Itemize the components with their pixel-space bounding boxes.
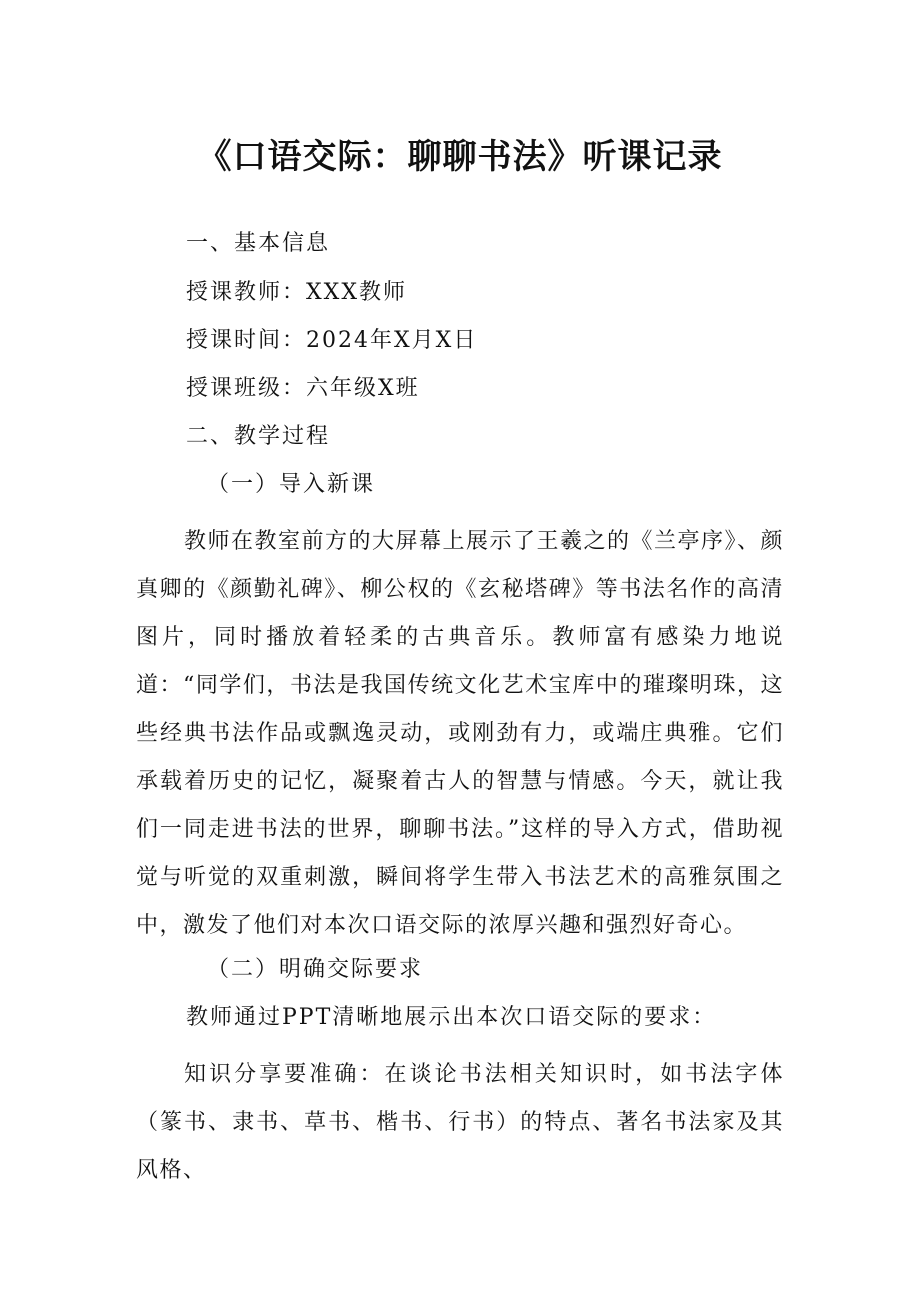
section-heading-basic-info: 一、基本信息 <box>186 231 331 256</box>
time-line: 授课时间：2024年X月X日 <box>186 328 478 353</box>
intro-paragraph: 教师在教室前方的大屏幕上展示了王羲之的《兰亭序》、颜真卿的《颜勤礼碑》、柳公权的《玄秘塔碑》等书法名作的高清图片，同时播放着轻柔的古典音乐。教师富有感染力地说道：“同学们，书法是我国传统文化艺术宝库中的璀璨明珠，这些经典书法作品或飘逸灵动，或刚劲有力，或端庄典雅。它们承载着历史的记忆，凝聚着古人的智慧与情感。今天，就让我们一同走进书法的世界，聊聊书法。”这样的导入方式，借助视觉与听觉的双重刺激，瞬间将学生带入书法艺术的高雅氛围之中，激发了他们对本次口语交际的浓厚兴趣和强烈好奇心。 <box>136 529 785 938</box>
document-title: 《口语交际：聊聊书法》听课记录 <box>197 137 723 177</box>
requirement-paragraph: 知识分享要准确：在谈论书法相关知识时，如书法字体（篆书、隶书、草书、楷书、行书）的特点、著名书法家及其风格、 <box>136 1062 784 1183</box>
subheading-intro-lesson: （一）导入新课 <box>207 472 376 497</box>
class-line: 授课班级：六年级X班 <box>186 376 420 401</box>
section-heading-teaching-process: 二、教学过程 <box>186 424 331 449</box>
requirements-intro: 教师通过PPT清晰地展示出本次口语交际的要求： <box>186 1005 717 1030</box>
teacher-line: 授课教师：XXX教师 <box>186 280 407 305</box>
subheading-requirements: （二）明确交际要求 <box>207 957 424 982</box>
